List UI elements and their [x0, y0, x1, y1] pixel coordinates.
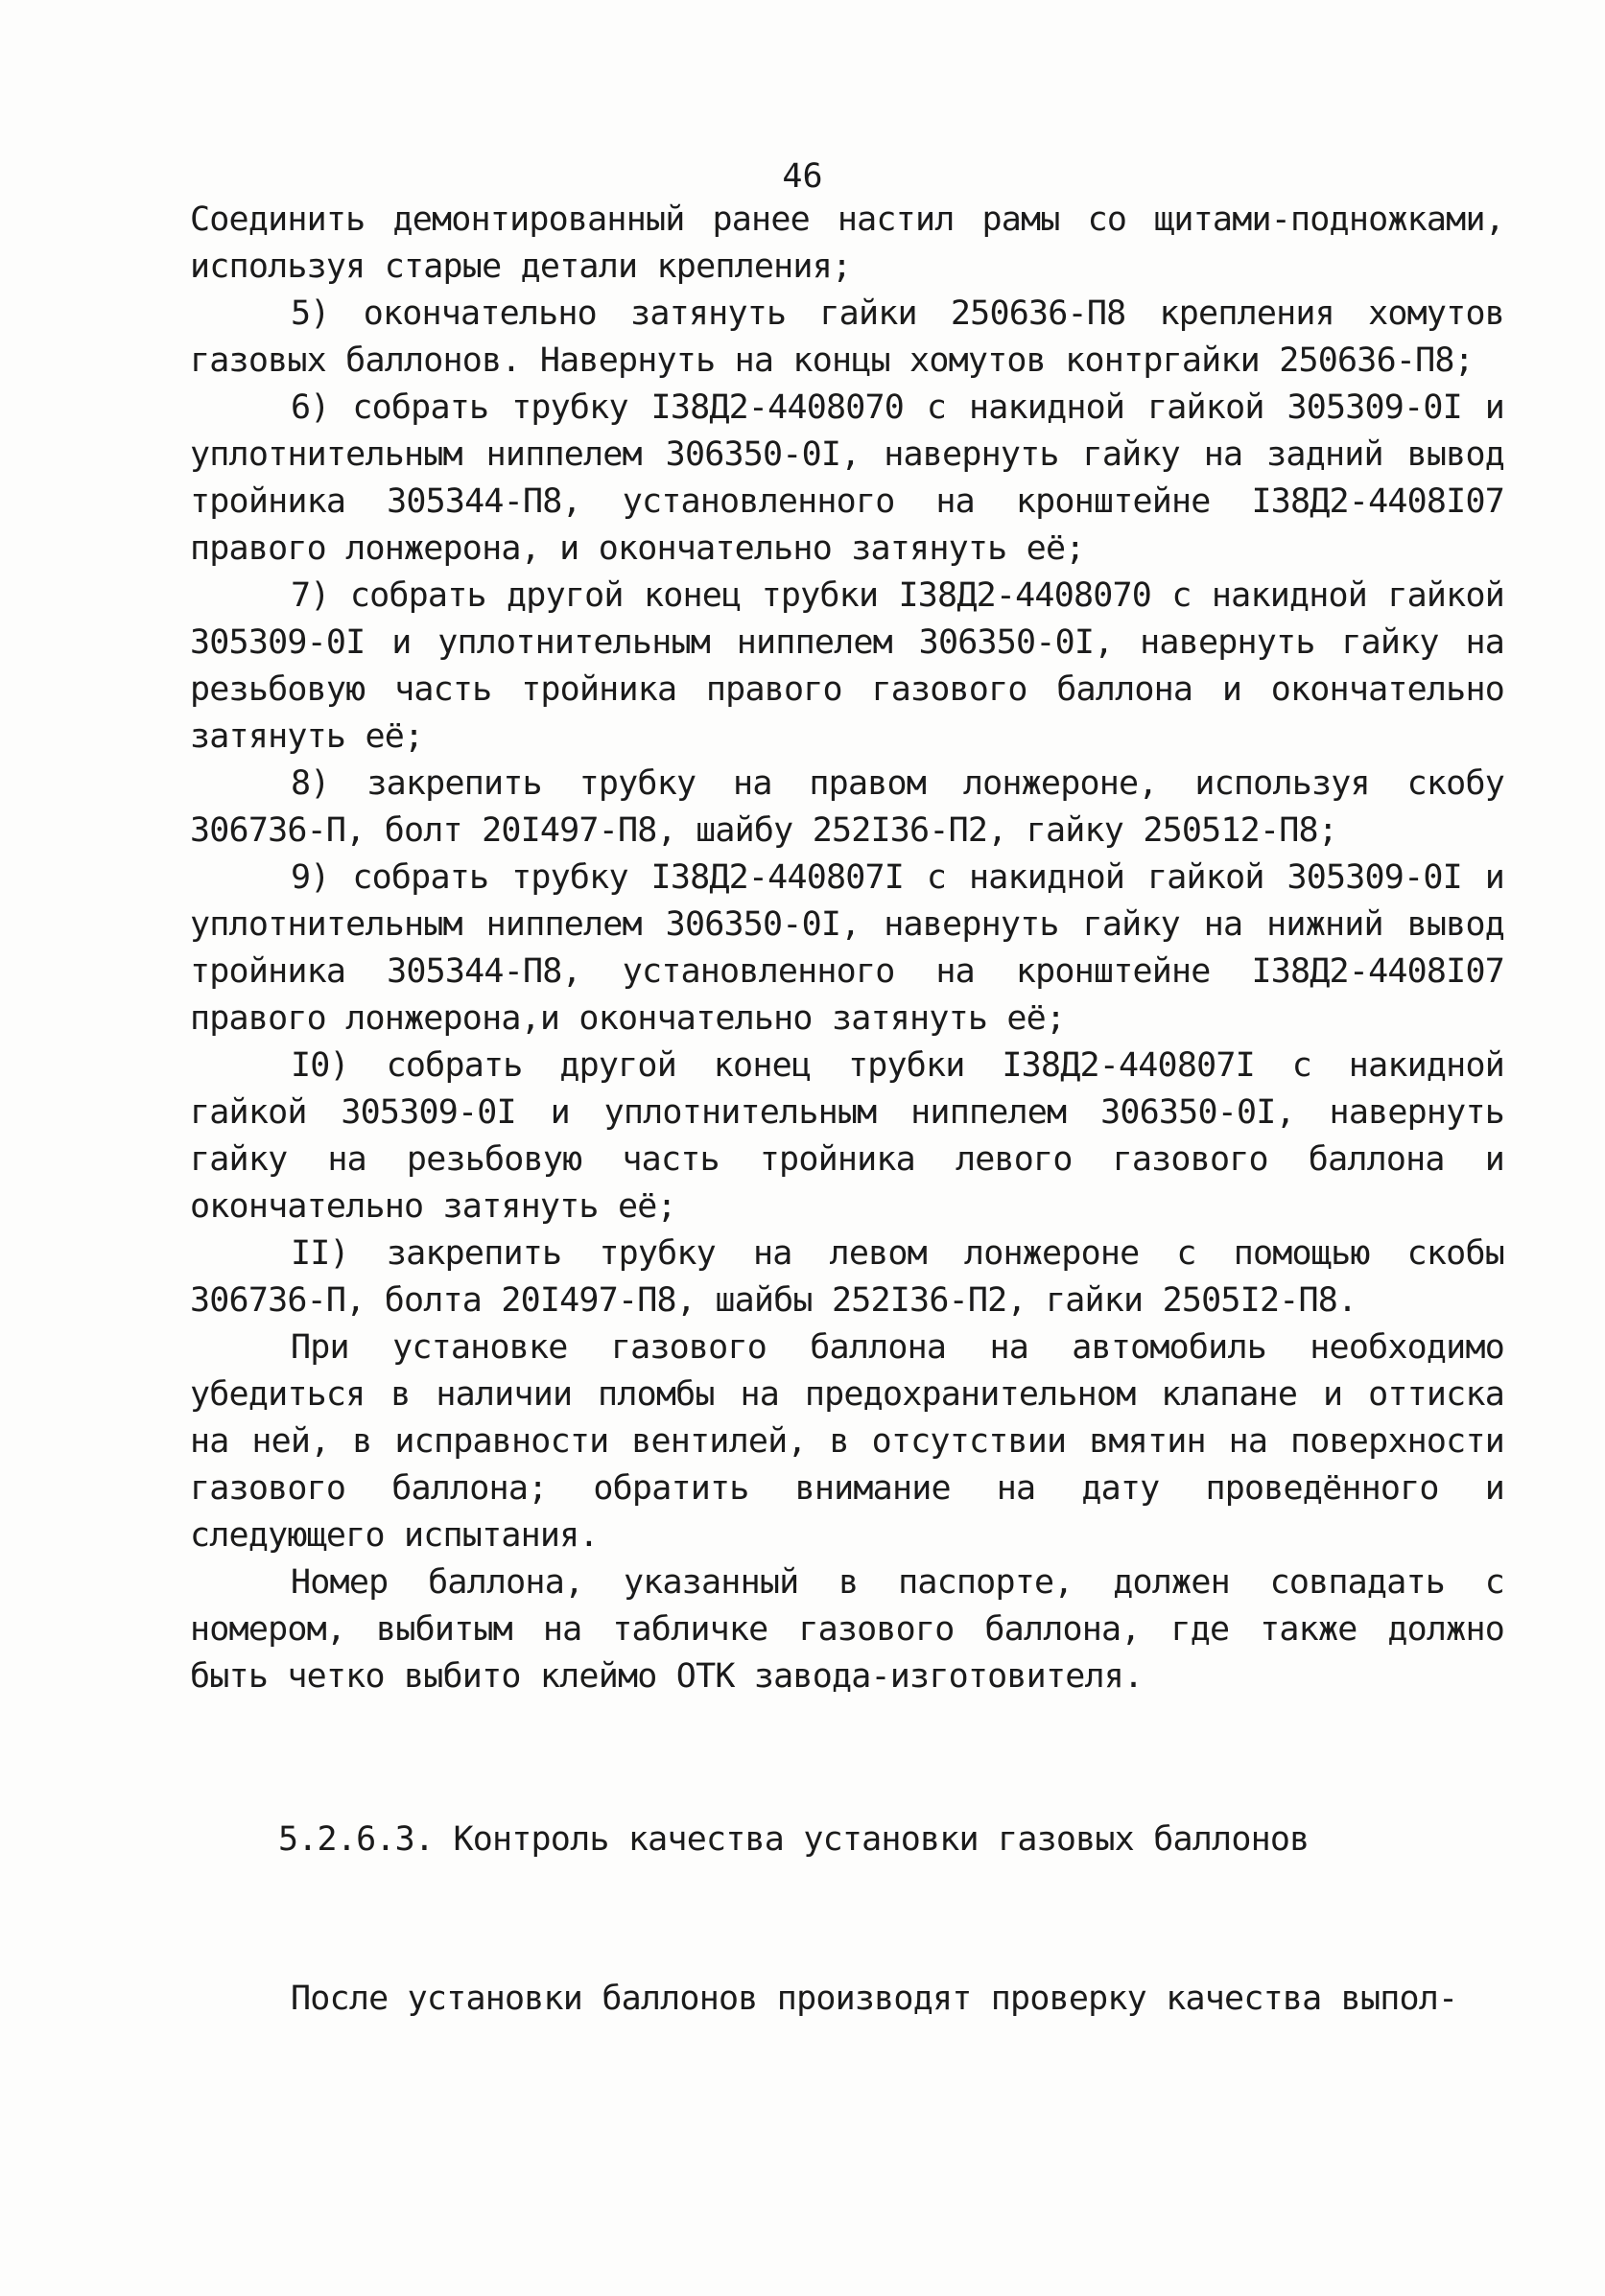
- paragraph-6: 9) собрать трубку I38Д2-440807I с накидной гайкой 305309-0I и уплотнительным ниппелем 306350-0I, навернуть гайку на нижний вывод тройника 305344-П8, установленного на кронштейне I38Д2-4408I07 правого лонжерона,и окончательно затянуть её;: [190, 858, 1504, 1038]
- paragraph-5: 8) закрепить трубку на правом лонжероне, используя скобу 306736-П, болт 20I497-П8, шайбу 252I36-П2, гайку 250512-П8;: [190, 764, 1504, 850]
- paragraph-3: 6) собрать трубку I38Д2-4408070 с накидной гайкой 305309-0I и уплотнительным ниппелем 306350-0I, навернуть гайку на задний вывод тройника 305344-П8, установленного на кронштейне I38Д2-4408I07 правого лонжерона, и окончательно затянуть её;: [190, 388, 1504, 568]
- paragraph-8: II) закрепить трубку на левом лонжероне с помощью скобы 306736-П, болта 20I497-П8, шайбы 252I36-П2, гайки 2505I2-П8.: [190, 1234, 1504, 1320]
- paragraph-4: 7) собрать другой конец трубки I38Д2-4408070 с накидной гайкой 305309-0I и уплотнительным ниппелем 306350-0I, навернуть гайку на резьбовую часть тройника правого газового баллона и окончательно затянуть её;: [190, 576, 1504, 756]
- paragraph-1: Соединить демонтированный ранее настил рамы со щитами-подножками, используя старые детали крепления;: [190, 200, 1504, 286]
- paragraph-7: I0) собрать другой конец трубки I38Д2-440807I с накидной гайкой 305309-0I и уплотнительным ниппелем 306350-0I, навернуть гайку на резьбовую часть тройника левого газового баллона и окончательно затянуть её;: [190, 1046, 1504, 1226]
- page-number: 46: [782, 157, 823, 196]
- closing-paragraph: После установки баллонов производят проверку качества выпол-: [291, 1980, 1458, 2018]
- paragraph-2: 5) окончательно затянуть гайки 250636-П8 крепления хомутов газовых баллонов. Навернуть на концы хомутов контргайки 250636-П8;: [190, 294, 1504, 380]
- paragraph-9: При установке газового баллона на автомобиль необходимо убедиться в наличии пломбы на предохранительном клапане и оттиска на ней, в исправности вентилей, в отсутствии вмятин на поверхности газового баллона; обратить внимание на дату проведённого и следующего испытания.: [190, 1328, 1504, 1555]
- body-text: [190, 197, 1504, 1700]
- paragraph-10: Номер баллона, указанный в паспорте, должен совпадать с номером, выбитым на табличке газового баллона, где также должно быть четко выбито клеймо ОТК завода-изготовителя.: [190, 1563, 1504, 1696]
- section-heading: 5.2.6.3. Контроль качества установки газовых баллонов: [278, 1820, 1310, 1859]
